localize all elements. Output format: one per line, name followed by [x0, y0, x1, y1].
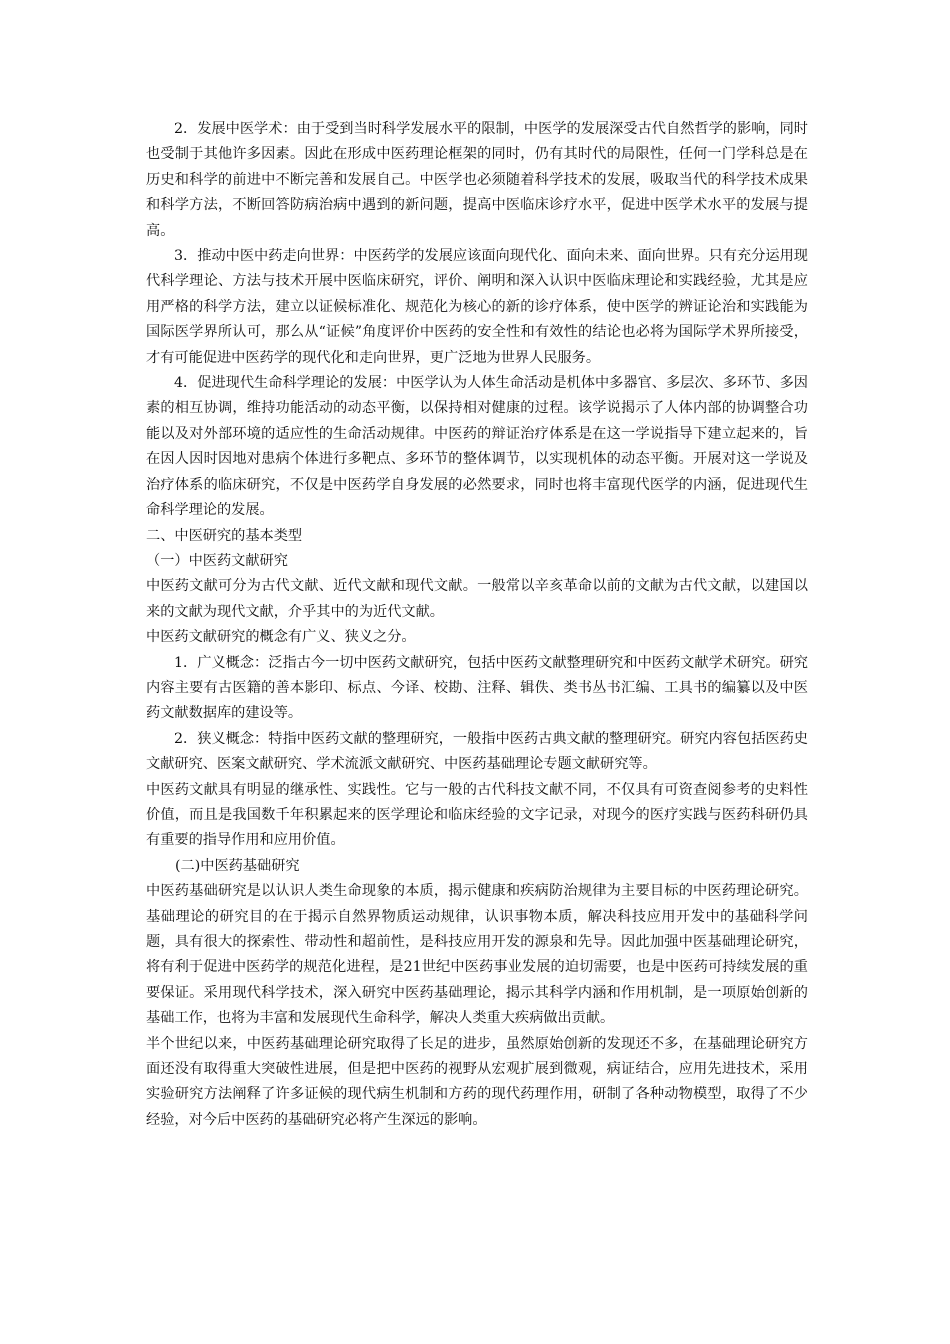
section-heading-research-types: 二、中医研究的基本类型	[146, 527, 303, 544]
paragraph-basic-research-progress: 半个世纪以来，中医药基础理论研究取得了长足的进步，虽然原始创新的发现还不多，在基础理论研究方面还没有取得重大突破性进展，但是把中医药的视野从宏观扩展到微观，病证结合，应用先进技术，采用实验研究方法阐释了许多证候的现代病生机制和方药的现代药理作用，研制了各种动物模型，取得了不少经验，对今后中医药的基础研究必将产生深远的影响。	[146, 1035, 808, 1128]
subsection-heading-basic-research: (二)中医药基础研究	[175, 857, 300, 874]
paragraph-basic-research-definition: 中医药基础研究是以认识人类生命现象的本质，揭示健康和疾病防治规律为主要目标的中医药理论研究。基础理论的研究目的在于揭示自然界物质运动规律，认识事物本质，解决科技应用开发中的基础科学问题，具有很大的探索性、带动性和超前性，是科技应用开发的源泉和先导。因此加强中医基础理论研究，将有利于促进中医药学的规范化进程，是21世纪中医药事业发展的迫切需要，也是中医药可持续发展的重要保证。采用现代科学技术，深入研究中医药基础理论，揭示其科学内涵和作用机制，是一项原始创新的基础工作，也将为丰富和发展现代生命科学，解决人类重大疾病做出贡献。	[146, 883, 808, 1027]
subsection-heading-literature-research: （一）中医药文献研究	[146, 552, 288, 569]
paragraph-develop-tcm-scholarship: 2．发展中医学术：由于受到当时科学发展水平的限制，中医学的发展深受古代自然哲学的影响，同时也受制于其他许多因素。因此在形成中医药理论框架的同时，仍有其时代的局限性，任何一门学科总是在历史和科学的前进中不断完善和发展自己。中医学也必须随着科学技术的发展，吸取当代的科学技术成果和科学方法，不断回答防病治病中遇到的新问题，提高中医临床诊疗水平，促进中医学术水平的发展与提高。	[146, 121, 808, 239]
paragraph-literature-characteristics: 中医药文献具有明显的继承性、实践性。它与一般的古代科技文献不同，不仅具有可资查阅参考的史料性价值，而且是我国数千年积累起来的医学理论和临床经验的文字记录，对现今的医疗实践与医药科研仍具有重要的指导作用和应用价值。	[146, 781, 808, 849]
paragraph-promote-tcm-worldwide: 3．推动中医中药走向世界：中医药学的发展应该面向现代化、面向未来、面向世界。只有充分运用现代科学理论、方法与技术开展中医临床研究，评价、阐明和深入认识中医临床理论和实践经验，尤其是应用严格的科学方法，建立以证候标准化、规范化为核心的新的诊疗体系，使中医学的辨证论治和实践能为国际医学界所认可，那么从“证候”角度评价中医药的安全性和有效性的结论也必将为国际学术界所接受，才有可能促进中医药学的现代化和走向世界，更广泛地为世界人民服务。	[146, 248, 808, 366]
paragraph-literature-categories: 中医药文献可分为古代文献、近代文献和现代文献。一般常以辛亥革命以前的文献为古代文献，以建国以来的文献为现代文献，介乎其中的为近代文献。	[146, 578, 808, 620]
paragraph-modern-life-science: 4．促进现代生命科学理论的发展：中医学认为人体生命活动是机体中多器官、多层次、多环节、多因素的相互协调，维持功能活动的动态平衡，以保持相对健康的过程。该学说揭示了人体内部的协调整合功能以及对外部环境的适应性的生命活动规律。中医药的辩证治疗体系是在这一学说指导下建立起来的，旨在因人因时因地对患病个体进行多靶点、多环节的整体调节，以实现机体的动态平衡。开展对这一学说及治疗体系的临床研究，不仅是中医药学自身发展的必然要求，同时也将丰富现代医学的内涵，促进现代生命科学理论的发展。	[146, 375, 808, 519]
paragraph-broad-concept: 1．广义概念：泛指古今一切中医药文献研究，包括中医药文献整理研究和中医药文献学术研究。研究内容主要有古医籍的善本影印、标点、今译、校勘、注释、辑佚、类书丛书汇编、工具书的编纂以及中医药文献数据库的建设等。	[146, 654, 808, 722]
document-page	[146, 117, 808, 1133]
paragraph-narrow-concept: 2．狭义概念：特指中医药文献的整理研究，一般指中医药古典文献的整理研究。研究内容包括医药史文献研究、医案文献研究、学术流派文献研究、中医药基础理论专题文献研究等。	[146, 730, 808, 773]
paragraph-literature-concept: 中医药文献研究的概念有广义、狭义之分。	[146, 629, 416, 646]
